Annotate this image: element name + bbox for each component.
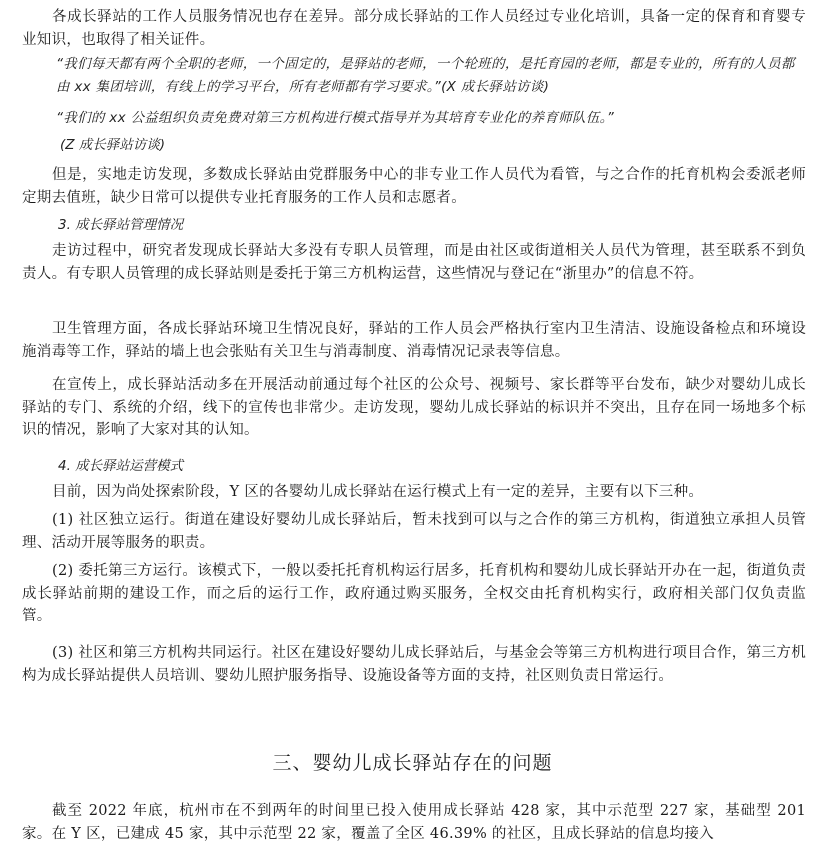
paragraph-operation-intro: 目前，因为尚处探索阶段，Y 区的各婴幼儿成长驿站在运行模式上有一定的差异，主要有以下三种。 (52, 484, 704, 500)
subheading-management: 3. 成长驿站管理情况 (58, 217, 184, 233)
paragraph-staff-differences: 各成长驿站的工作人员服务情况也存在差异。部分成长驿站的工作人员经过专业化培训，具备一定的保育和育婴专业知识，也取得了相关证件。 (22, 9, 806, 48)
paragraph-publicity: 在宣传上，成长驿站活动多在开展活动前通过每个社区的公众号、视频号、家长群等平台发布，缺少对婴幼儿成长驿站的专门、系统的介绍，线下的宣传也非常少。走访发现，婴幼儿成长驿站的标识并不突出，且存在同一场地多个标识的情况，影响了大家对其的认知。 (22, 377, 806, 438)
paragraph-management: 走访过程中，研究者发现成长驿站大多没有专职人员管理，而是由社区或街道相关人员代为管理，甚至联系不到负责人。有专职人员管理的成长驿站则是委托于第三方机构运营，这些情况与登记在“浙里办”的信息不符。 (22, 243, 806, 282)
paragraph-hygiene: 卫生管理方面，各成长驿站环境卫生情况良好，驿站的工作人员会严格执行室内卫生清洁、设施设备检点和环境设施消毒等工作，驿站的墙上也会张贴有关卫生与消毒制度、消毒情况记录表等信息。 (22, 321, 806, 360)
paragraph-mode-2: (2) 委托第三方运行。该模式下，一般以委托托育机构运行居多，托育机构和婴幼儿成长驿站开办在一起，街道负责成长驿站前期的建设工作，而之后的运行工作，政府通过购买服务，全权交由托育机构实行，政府相关部门仅负责监管。 (22, 563, 806, 624)
paragraph-nonprofessional-staff: 但是，实地走访发现，多数成长驿站由党群服务中心的非专业工作人员代为看管，与之合作的托育机构会委派老师定期去值班，缺少日常可以提供专业托育服务的工作人员和志愿者。 (22, 167, 806, 206)
paragraph-mode-3: (3) 社区和第三方机构共同运行。社区在建设好婴幼儿成长驿站后，与基金会等第三方机构进行项目合作，第三方机构为成长驿站提供人员培训、婴幼儿照护服务指导、设施设备等方面的支持，社区则负责日常运行。 (22, 645, 806, 684)
interview-source-z: (Z 成长驿站访谈) (60, 137, 166, 153)
paragraph-mode-1: (1) 社区独立运行。街道在建设好婴幼儿成长驿站后，暂未找到可以与之合作的第三方机构，街道独立承担人员管理、活动开展等服务的职责。 (22, 512, 806, 551)
interview-quote-z: “我们的 xx 公益组织负责免费对第三方机构进行模式指导并为其培育专业化的养育师队伍。” (56, 110, 614, 126)
section-title-problems: 三、婴幼儿成长驿站存在的问题 (272, 752, 553, 774)
interview-quote-x: “我们每天都有两个全职的老师，一个固定的，是驿站的老师，一个轮班的，是托育园的老师，都是专业的，所有的人员都由 xx 集团培训，有线上的学习平台，所有老师都有学习要求。”(X 成长驿站访谈) (56, 56, 795, 95)
paragraph-statistics: 截至 2022 年底，杭州市在不到两年的时间里已投入使用成长驿站 428 家，其中示范型 227 家，基础型 201 家。在 Y 区，已建成 45 家，其中示范型 22 家，覆盖了全区 46.39% 的社区，且成长驿站的信息均接入 (22, 803, 806, 842)
subheading-operation-mode: 4. 成长驿站运营模式 (58, 458, 184, 474)
